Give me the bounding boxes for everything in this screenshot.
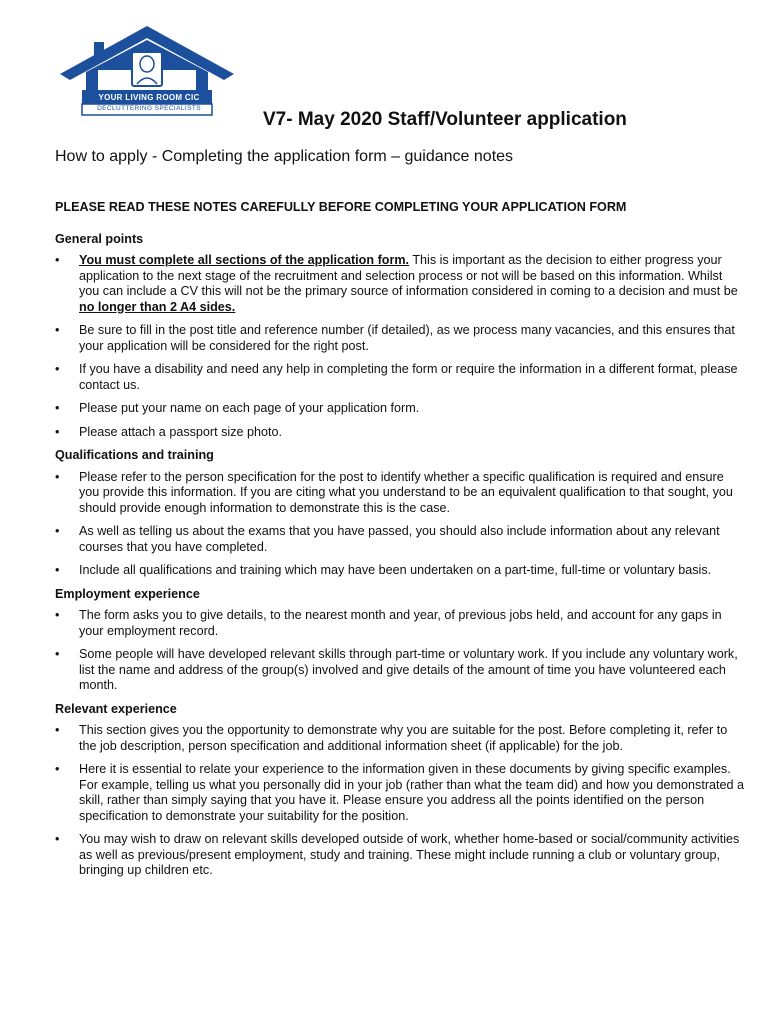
qualifications-list <box>55 470 745 579</box>
list-item: • This section gives you the opportunity to demonstrate why you are suitable for the post. Before completing it, refer to the job description, person specification and additional information sheet (if applicable) for the job. <box>55 723 745 754</box>
body-text: This is important as the decision to either progress your application to the next stage of the recruitment and selection process or not will be based on this information. Whilst you can include a CV this will not be the primary source of information considered in coming to a decision and must be <box>79 253 738 298</box>
section-heading-qualifications: Qualifications and training <box>55 448 214 462</box>
list-item: • Please attach a passport size photo. <box>55 425 745 441</box>
list-item: • Please refer to the person specification for the post to identify whether a specific qualification is required and ensure you provide this information. If you are citing what you understand to be an equivalent qualification to that sought, you should provide enough information to demonstrate this is the case. <box>55 470 745 517</box>
list-item <box>55 253 745 315</box>
relevant-experience-list <box>55 723 745 879</box>
list-item: • Include all qualifications and training which may have been undertaken on a part-time, full-time or voluntary basis. <box>55 563 745 579</box>
list-item: • You may wish to draw on relevant skills developed outside of work, whether home-based or social/community activities as well as previous/present employment, study and training. These might include running a club or voluntary group, bringing up children etc. <box>55 832 745 879</box>
list-item: • Be sure to fill in the post title and reference number (if detailed), as we process many vacancies, and this ensures that your application will be considered for the right post. <box>55 323 745 354</box>
list-item: • As well as telling us about the exams that you have passed, you should also include information about any relevant courses that you have completed. <box>55 524 745 555</box>
list-item: • Some people will have developed relevant skills through part-time or voluntary work. If you include any voluntary work, list the name and address of the group(s) involved and give details of the amount of time you have volunteered each month. <box>55 647 745 694</box>
general-points-list <box>55 253 745 440</box>
list-item: • Here it is essential to relate your experience to the information given in these documents by giving specific examples. For example, telling us what you personally did in your job (rather than what the team did) and how you demonstrated a skill, rather than simply saying that you have it. Please ensure you address all the points identified on the person specification to demonstrate your suitability for the position. <box>55 762 745 824</box>
notice-heading: PLEASE READ THESE NOTES CAREFULLY BEFORE COMPLETING YOUR APPLICATION FORM <box>55 200 627 214</box>
emphasis-text: no longer than 2 A4 sides. <box>79 299 236 314</box>
logo-tagline: DECLUTTERING SPECIALISTS <box>97 105 201 112</box>
emphasis-text: You must complete all sections of the application form. <box>79 253 410 267</box>
section-heading-employment: Employment experience <box>55 586 200 601</box>
employment-list <box>55 608 745 694</box>
section-heading-general: General points <box>55 231 144 246</box>
page-title: V7- May 2020 Staff/Volunteer application <box>263 109 627 130</box>
logo-name: YOUR LIVING ROOM CIC <box>98 93 200 102</box>
page-subtitle: How to apply - Completing the application form – guidance notes <box>55 148 514 165</box>
list-item: • Please put your name on each page of your application form. <box>55 401 745 417</box>
list-item: • The form asks you to give details, to the nearest month and year, of previous jobs held, and account for any gaps in your employment record. <box>55 608 745 639</box>
section-heading-relevant: Relevant experience <box>55 701 177 716</box>
list-item: • If you have a disability and need any help in completing the form or require the information in a different format, please contact us. <box>55 362 745 393</box>
guidance-notes <box>55 200 745 887</box>
